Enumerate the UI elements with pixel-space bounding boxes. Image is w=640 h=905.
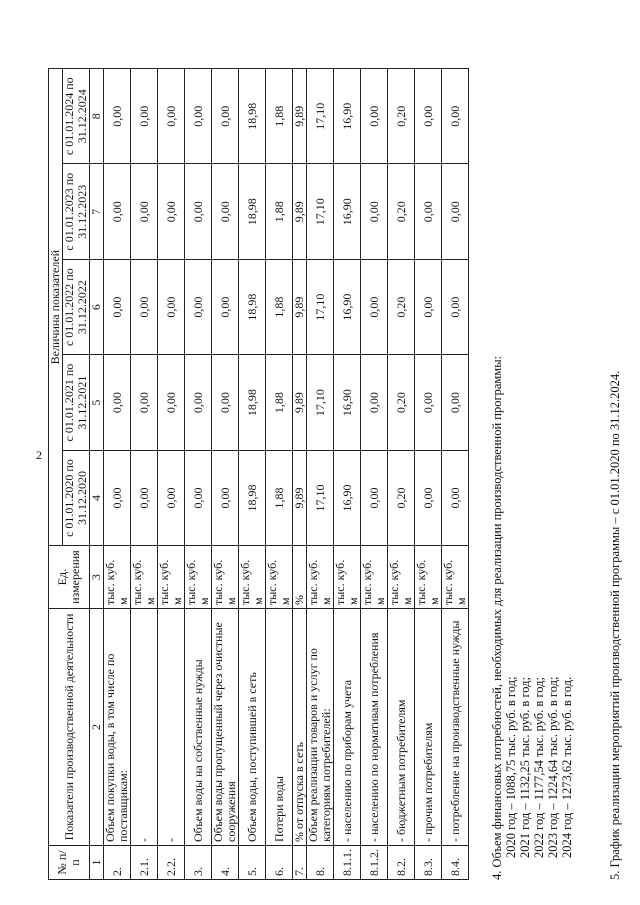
row-value: 9,89 (293, 259, 307, 354)
row-number: 8. (307, 846, 334, 880)
row-value: 0,00 (415, 355, 442, 450)
page-number: 2 (36, 448, 42, 462)
row-value: 0,00 (185, 259, 212, 354)
row-value: 0,00 (415, 164, 442, 259)
table-row (334, 69, 361, 880)
row-value: 16,90 (334, 69, 361, 164)
column-number: 5 (90, 355, 104, 450)
row-number: 2.2. (158, 846, 185, 880)
row-number: 8.3. (415, 846, 442, 880)
column-number: 8 (90, 69, 104, 164)
row-value: 1,88 (266, 450, 293, 545)
row-value: 0,00 (185, 69, 212, 164)
row-value: 0,20 (388, 355, 415, 450)
row-indicator-name: Объем покупки воды, в том числе по поставщикам: (104, 609, 131, 846)
row-indicator-name: Объем воды на собственные нужды (185, 609, 212, 846)
row-value: 16,90 (334, 164, 361, 259)
header-period: с 01.01.2022 по 31.12.2022 (63, 259, 90, 354)
row-value: 0,00 (104, 69, 131, 164)
row-value: 0,00 (415, 259, 442, 354)
table-row (266, 69, 293, 880)
row-number: 5. (239, 846, 266, 880)
row-value: 0,00 (361, 69, 388, 164)
row-unit: тыс. куб. м (415, 546, 442, 609)
financing-item: 2022 год – 1177,54 тыс. руб. в год; (532, 677, 546, 858)
row-unit: тыс. куб. м (104, 546, 131, 609)
row-unit: тыс. куб. м (212, 546, 239, 609)
header-group: Величина показателей (49, 69, 63, 546)
notes-section (490, 80, 622, 880)
row-number: 8.1.2. (361, 846, 388, 880)
table-row (307, 69, 334, 880)
row-value: 16,90 (334, 450, 361, 545)
financing-item: 2021 год – 1132,25 тыс. руб. в год; (518, 677, 532, 858)
row-unit: тыс. куб. м (185, 546, 212, 609)
rotated-page-content (48, 68, 622, 890)
row-number: 6. (266, 846, 293, 880)
row-value: 0,00 (415, 450, 442, 545)
table-row (415, 69, 442, 880)
row-unit: тыс. куб. м (388, 546, 415, 609)
column-number: 1 (90, 846, 104, 880)
row-value: 1,88 (266, 355, 293, 450)
row-value: 17,10 (307, 164, 334, 259)
table-row (388, 69, 415, 880)
row-unit: тыс. куб. м (361, 546, 388, 609)
row-indicator-name: Потери воды (266, 609, 293, 846)
row-value: 0,20 (388, 259, 415, 354)
row-value: 0,20 (388, 450, 415, 545)
row-value: 0,00 (104, 450, 131, 545)
row-indicator-name: - потребление на производственные нужды (442, 609, 469, 846)
column-number-row (90, 69, 104, 880)
row-value: 0,00 (212, 450, 239, 545)
row-value: 0,00 (158, 355, 185, 450)
row-value: 0,00 (212, 259, 239, 354)
row-value: 16,90 (334, 355, 361, 450)
row-value: 9,89 (293, 450, 307, 545)
row-value: 17,10 (307, 355, 334, 450)
row-value: 0,00 (212, 69, 239, 164)
row-value: 0,00 (185, 164, 212, 259)
row-value: 0,00 (131, 69, 158, 164)
row-value: 1,88 (266, 259, 293, 354)
row-value: 0,00 (442, 259, 469, 354)
header-period: с 01.01.2023 по 31.12.2023 (63, 164, 90, 259)
row-value: 18,98 (239, 164, 266, 259)
header-period: с 01.01.2020 по 31.12.2020 (63, 450, 90, 545)
financing-item: 2023 год – 1224,64 тыс. руб. в год; (546, 676, 560, 858)
row-value: 0,00 (361, 164, 388, 259)
row-value: 0,00 (131, 259, 158, 354)
header-period: с 01.01.2021 по 31.12.2021 (63, 355, 90, 450)
row-value: 0,00 (361, 259, 388, 354)
row-value: 0,00 (212, 164, 239, 259)
table-row (131, 69, 158, 880)
column-number: 4 (90, 450, 104, 545)
row-value: 0,00 (442, 69, 469, 164)
row-number: 8.1.1. (334, 846, 361, 880)
row-unit: тыс. куб. м (131, 546, 158, 609)
row-number: 8.4. (442, 846, 469, 880)
row-value: 0,00 (131, 164, 158, 259)
row-value: 17,10 (307, 259, 334, 354)
row-indicator-name: % от отпуска в сеть (293, 609, 307, 846)
row-value: 0,00 (131, 450, 158, 545)
column-number: 6 (90, 259, 104, 354)
row-indicator-name: - населению по приборам учета (334, 609, 361, 846)
production-indicators-table (48, 68, 469, 880)
row-value: 18,98 (239, 259, 266, 354)
table-row (239, 69, 266, 880)
row-indicator-name: - (131, 609, 158, 846)
row-number: 2.1. (131, 846, 158, 880)
column-number: 3 (90, 546, 104, 609)
row-value: 17,10 (307, 450, 334, 545)
header-no: № п/п (49, 846, 90, 880)
table-row (158, 69, 185, 880)
row-unit: тыс. куб. м (266, 546, 293, 609)
table-row (442, 69, 469, 880)
row-value: 18,98 (239, 355, 266, 450)
row-value: 16,90 (334, 259, 361, 354)
row-unit: % (293, 546, 307, 609)
row-value: 17,10 (307, 69, 334, 164)
row-value: 0,00 (158, 69, 185, 164)
row-value: 9,89 (293, 69, 307, 164)
row-value: 0,00 (158, 259, 185, 354)
header-period: с 01.01.2024 по 31.12.2024 (63, 69, 90, 164)
row-value: 1,88 (266, 69, 293, 164)
header-unit: Ед. измерения (49, 546, 90, 609)
row-value: 0,00 (104, 259, 131, 354)
row-value: 0,00 (104, 164, 131, 259)
row-value: 0,00 (185, 450, 212, 545)
row-indicator-name: Объем воды пропущенный через очистные сооружения (212, 609, 239, 846)
row-value: 0,00 (104, 355, 131, 450)
row-number: 2. (104, 846, 131, 880)
row-value: 0,00 (442, 355, 469, 450)
header-indicator: Показатели производственной деятельности (49, 609, 90, 846)
row-value: 1,88 (266, 164, 293, 259)
row-number: 4. (212, 846, 239, 880)
financing-item: 2020 год – 1088,75 тыс. руб. в год; (504, 676, 518, 858)
row-value: 9,89 (293, 355, 307, 450)
row-unit: тыс. куб. м (239, 546, 266, 609)
row-indicator-name: Объем воды, поступившей в сеть (239, 609, 266, 846)
row-unit: тыс. куб. м (158, 546, 185, 609)
row-value: 0,00 (442, 450, 469, 545)
row-value: 9,89 (293, 164, 307, 259)
row-indicator-name: - населению по нормативам потребления (361, 609, 388, 846)
column-number: 2 (90, 609, 104, 846)
column-number: 7 (90, 164, 104, 259)
row-indicator-name: - (158, 609, 185, 846)
row-value: 0,20 (388, 69, 415, 164)
financing-item: 2024 год – 1273,62 тыс. руб. в год. (560, 676, 574, 858)
row-value: 0,00 (212, 355, 239, 450)
table-row (293, 69, 307, 880)
table-row (185, 69, 212, 880)
row-value: 0,00 (158, 164, 185, 259)
table-header-row (49, 69, 63, 880)
row-value: 0,20 (388, 164, 415, 259)
row-value: 18,98 (239, 450, 266, 545)
row-value: 0,00 (158, 450, 185, 545)
table-row (212, 69, 239, 880)
row-value: 0,00 (131, 355, 158, 450)
row-value: 0,00 (442, 164, 469, 259)
row-value: 0,00 (361, 355, 388, 450)
row-value: 18,98 (239, 69, 266, 164)
row-number: 8.2. (388, 846, 415, 880)
row-value: 0,00 (361, 450, 388, 545)
row-number: 3. (185, 846, 212, 880)
section-5-title: 5. График реализации мероприятий производственной программы – с 01.01.2020 по 31.12.2024. (608, 370, 622, 880)
section-4-title: 4. Объем финансовых потребностей, необходимых для реализации производственной программы: (490, 355, 504, 880)
row-indicator-name: - прочим потребителям (415, 609, 442, 846)
table-row (361, 69, 388, 880)
row-value: 0,00 (415, 69, 442, 164)
row-unit: тыс. куб. м (307, 546, 334, 609)
row-indicator-name: - бюджетным потребителям (388, 609, 415, 846)
table-row (104, 69, 131, 880)
row-number: 7. (293, 846, 307, 880)
row-value: 0,00 (185, 355, 212, 450)
row-unit: тыс. куб. м (334, 546, 361, 609)
row-indicator-name: Объем реализации товаров и услуг по категориям потребителей: (307, 609, 334, 846)
row-unit: тыс. куб. м (442, 546, 469, 609)
